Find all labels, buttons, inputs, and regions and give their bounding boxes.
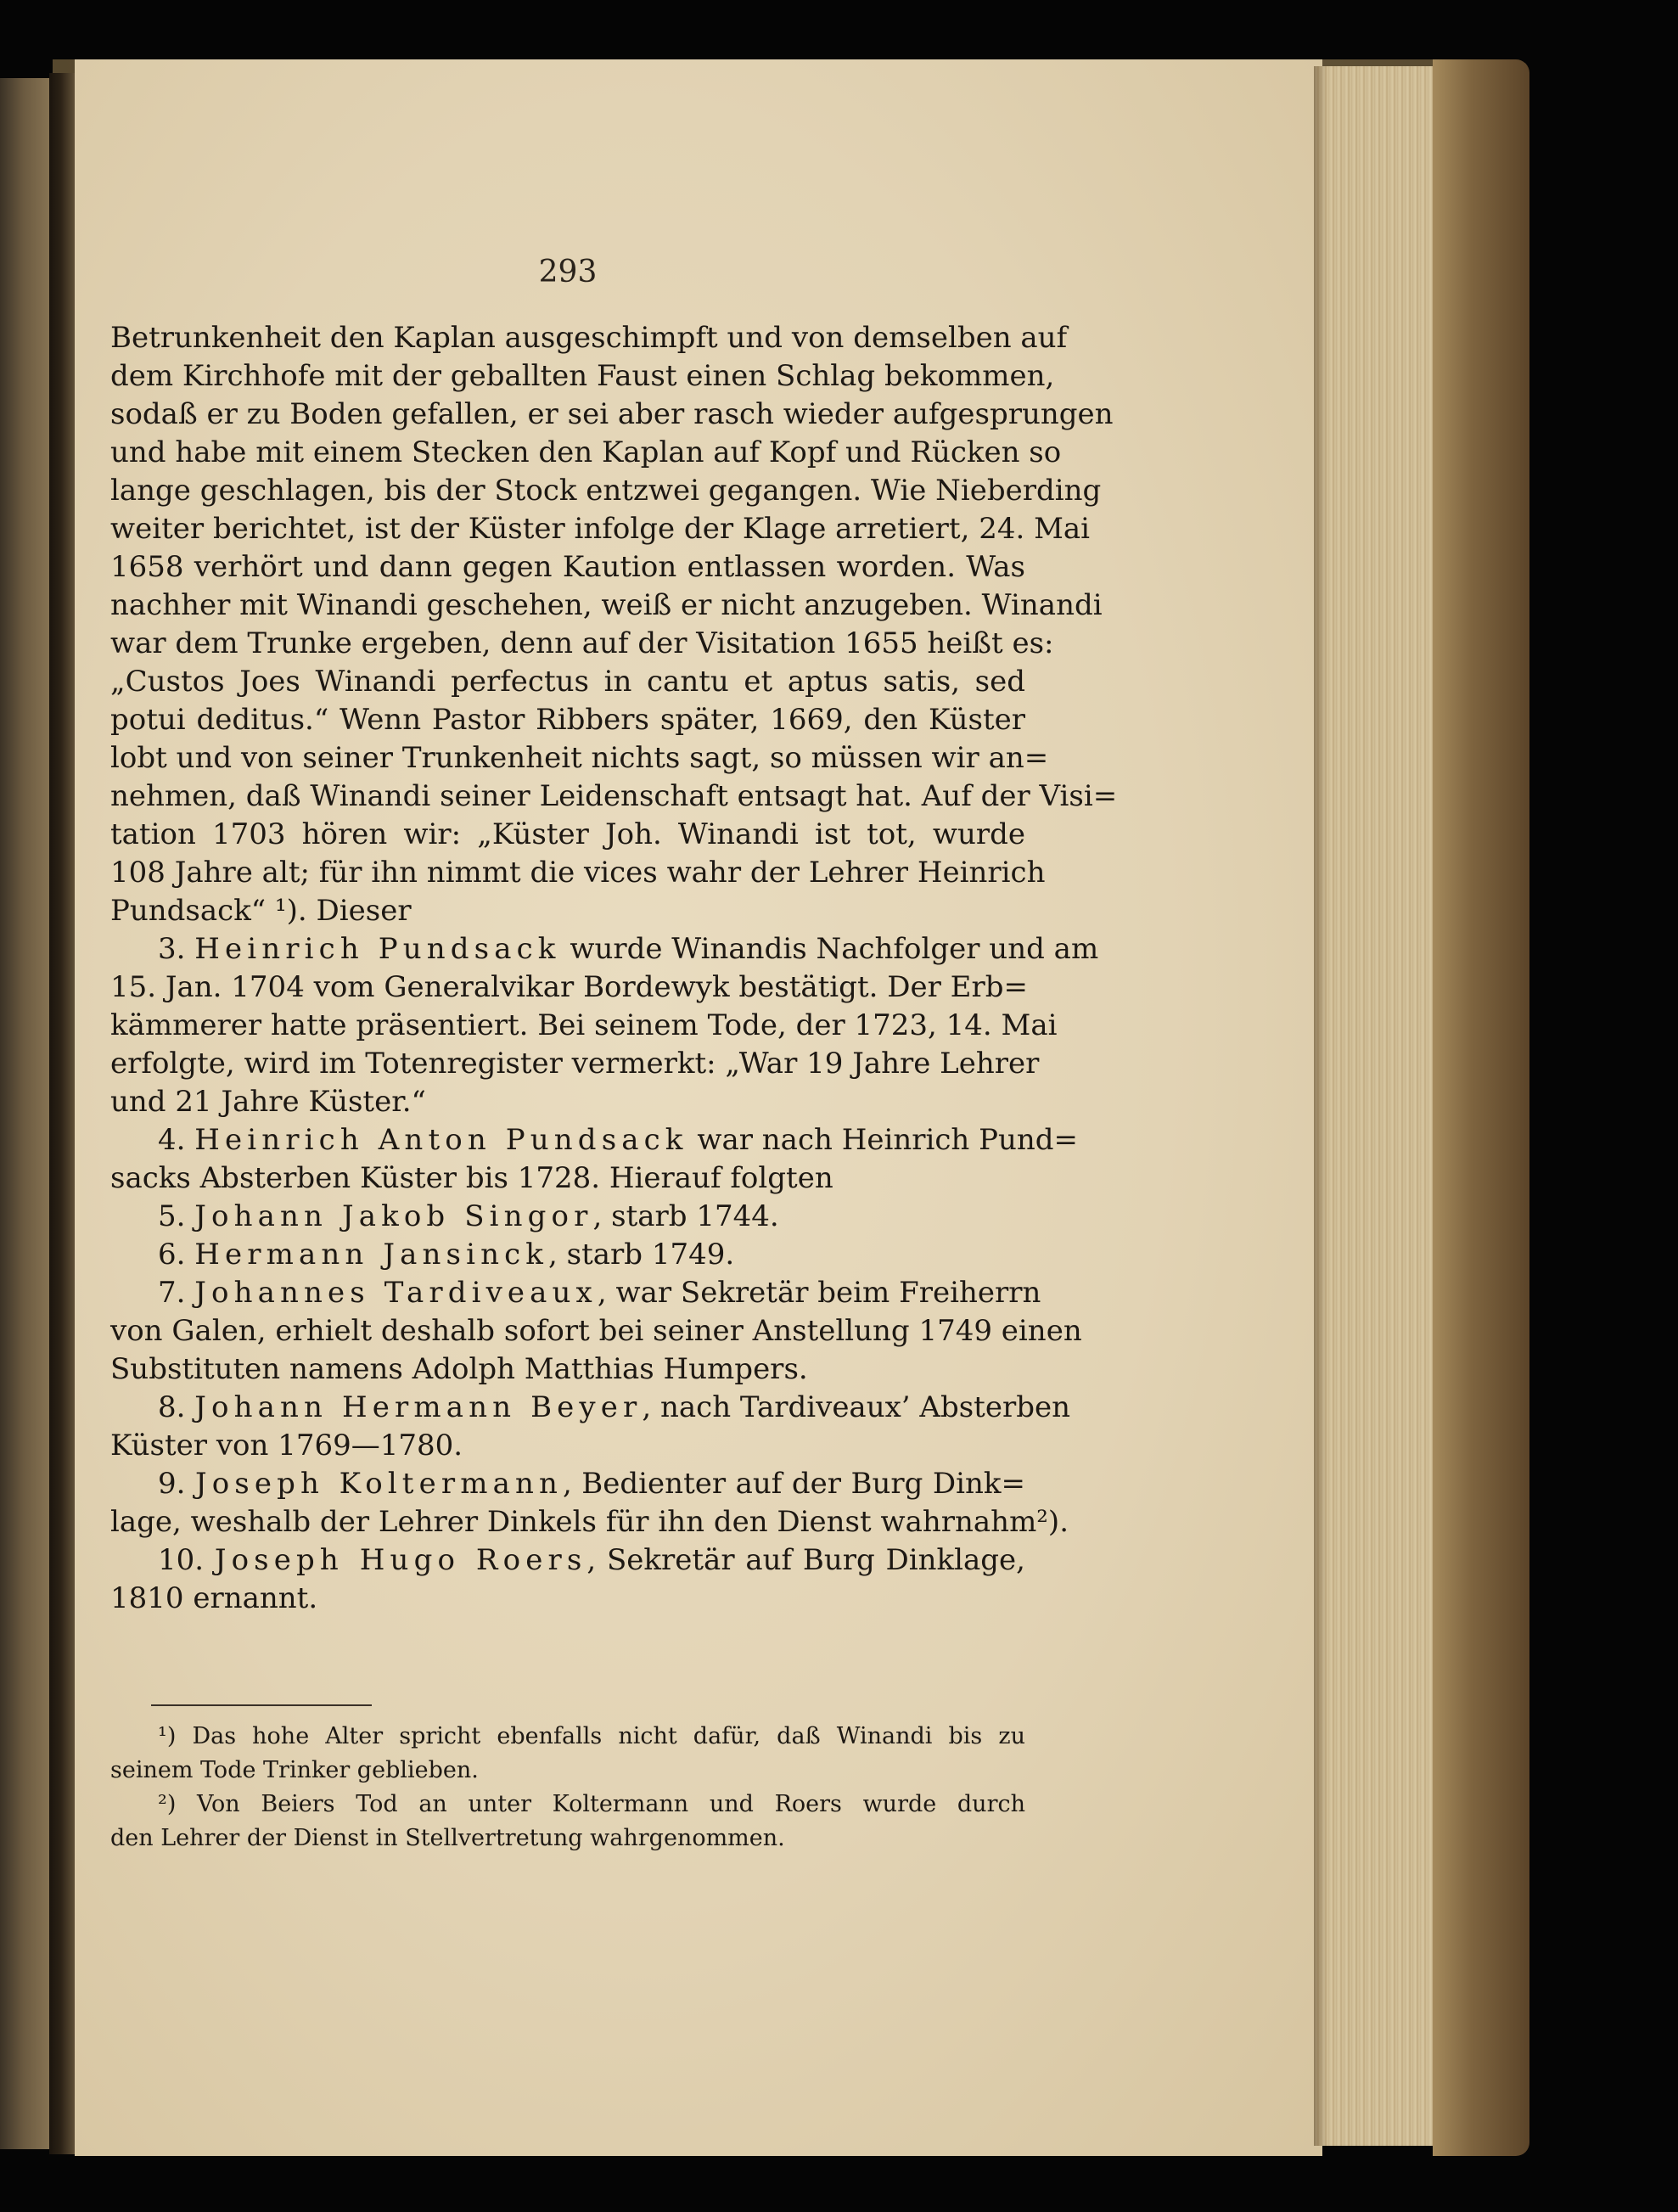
list-item	[110, 930, 1099, 968]
list-item	[110, 1389, 1070, 1427]
text-line: und 21 Jahre Küster.“	[110, 1085, 426, 1119]
text-line: tation 1703 hören wir: „Küster Joh. Winandi ist tot, wurde	[110, 817, 1025, 851]
text-line: 1658 verhört und dann gegen Kaution entlassen worden. Was	[110, 550, 1025, 584]
text-line: erfolgte, wird im Totenregister vermerkt: „War 19 Jahre Lehrer	[110, 1047, 1040, 1081]
text-line: und habe mit einem Stecken den Kaplan auf Kopf und Rücken so	[110, 435, 1062, 469]
item-name: Hermann Jansinck	[194, 1238, 548, 1272]
list-item	[110, 1465, 1025, 1503]
page-edge-shadow	[1314, 66, 1327, 2146]
item-number: 6.	[158, 1238, 186, 1272]
text-line: lange geschlagen, bis der Stock entzwei gegangen. Wie Nieberding	[110, 474, 1102, 508]
text-line: Küster von 1769—1780.	[110, 1429, 463, 1463]
page-number: 293	[538, 255, 598, 289]
left-page-edge	[0, 78, 53, 2149]
footnotes	[110, 1720, 1025, 1855]
text-line: kämmerer hatte präsentiert. Bei seinem Tode, der 1723, 14. Mai	[110, 1008, 1058, 1042]
text-line: lage, weshalb der Lehrer Dinkels für ihn den Dienst wahrnahm²).	[110, 1505, 1069, 1539]
item-number: 4.	[158, 1123, 186, 1157]
item-name: Heinrich Anton Pundsack	[194, 1123, 688, 1157]
item-number: 5.	[158, 1199, 186, 1233]
text-line: dem Kirchhofe mit der geballten Faust einen Schlag bekommen,	[110, 359, 1055, 393]
item-text: , starb 1744.	[592, 1199, 779, 1233]
list-item	[110, 1274, 1041, 1312]
item-number: 7.	[158, 1276, 186, 1310]
item-number: 3.	[158, 932, 186, 966]
footnote-divider	[151, 1704, 372, 1706]
item-name: Heinrich Pundsack	[194, 932, 561, 966]
text-line: Substituten namens Adolph Matthias Humpers.	[110, 1352, 808, 1386]
text-line: nehmen, daß Winandi seiner Leidenschaft entsagt hat. Auf der Visi=	[110, 779, 1118, 813]
text-line: 1810 ernannt.	[110, 1581, 318, 1615]
item-number: 10.	[158, 1543, 205, 1577]
footnote-line: den Lehrer der Dienst in Stellvertretung wahrgenommen.	[110, 1825, 785, 1851]
text-line: weiter berichtet, ist der Küster infolge der Klage arretiert, 24. Mai	[110, 512, 1091, 546]
item-name: Johannes Tardiveaux	[194, 1276, 598, 1310]
body-text	[110, 319, 1118, 1618]
text-line: nachher mit Winandi geschehen, weiß er nicht anzugeben. Winandi	[110, 588, 1103, 622]
list-item	[110, 1121, 1079, 1159]
item-number: 9.	[158, 1467, 186, 1501]
text-line: war dem Trunke ergeben, denn auf der Visitation 1655 heißt es:	[110, 626, 1054, 660]
footnote-line: ¹) Das hohe Alter spricht ebenfalls nicht dafür, daß Winandi bis zu	[158, 1723, 1025, 1749]
text-line: von Galen, erhielt deshalb sofort bei seiner Anstellung 1749 einen	[110, 1314, 1082, 1348]
item-name: Johann Jakob Singor	[194, 1199, 593, 1233]
text-line: 108 Jahre alt; für ihn nimmt die vices wahr der Lehrer Heinrich	[110, 856, 1046, 890]
item-text: , war Sekretär beim Freiherrn	[597, 1276, 1041, 1310]
item-name: Joseph Hugo Roers	[214, 1543, 587, 1577]
text-line: „Custos Joes Winandi perfectus in cantu et aptus satis, sed	[110, 665, 1025, 699]
text-line: sacks Absterben Küster bis 1728. Hierauf folgten	[110, 1161, 833, 1195]
text-line: Pundsack“ ¹). Dieser	[110, 894, 412, 928]
item-text: , Sekretär auf Burg Dinklage,	[586, 1543, 1025, 1577]
item-name: Joseph Koltermann	[194, 1467, 563, 1501]
text-line: potui deditus.“ Wenn Pastor Ribbers später, 1669, den Küster	[110, 703, 1025, 737]
item-text: , Bedienter auf der Burg Dink=	[563, 1467, 1025, 1501]
list-item	[110, 1541, 1025, 1580]
item-text: war nach Heinrich Pund=	[687, 1123, 1079, 1157]
item-text: wurde Winandis Nachfolger und am	[560, 932, 1099, 966]
footnote-line: ²) Von Beiers Tod an unter Koltermann und Roers wurde durch	[158, 1791, 1025, 1817]
page-block-edges	[1314, 66, 1433, 2146]
footnote-line: seinem Tode Trinker geblieben.	[110, 1757, 479, 1783]
item-number: 8.	[158, 1390, 186, 1424]
item-text: , starb 1749.	[548, 1238, 735, 1272]
list-item	[110, 1236, 1025, 1274]
text-line: lobt und von seiner Trunkenheit nichts sagt, so müssen wir an=	[110, 741, 1049, 775]
text-line: 15. Jan. 1704 vom Generalvikar Bordewyk bestätigt. Der Erb=	[110, 970, 1028, 1004]
text-line: Betrunkenheit den Kaplan ausgeschimpft und von demselben auf	[110, 321, 1068, 355]
item-name: Johann Hermann Beyer	[194, 1390, 643, 1424]
text-line: sodaß er zu Boden gefallen, er sei aber rasch wieder aufgesprungen	[110, 397, 1114, 431]
list-item	[110, 1198, 1025, 1236]
book-gutter	[49, 73, 78, 2154]
book-cover-edge	[1433, 59, 1529, 2156]
item-text: , nach Tardiveaux’ Absterben	[642, 1390, 1070, 1424]
